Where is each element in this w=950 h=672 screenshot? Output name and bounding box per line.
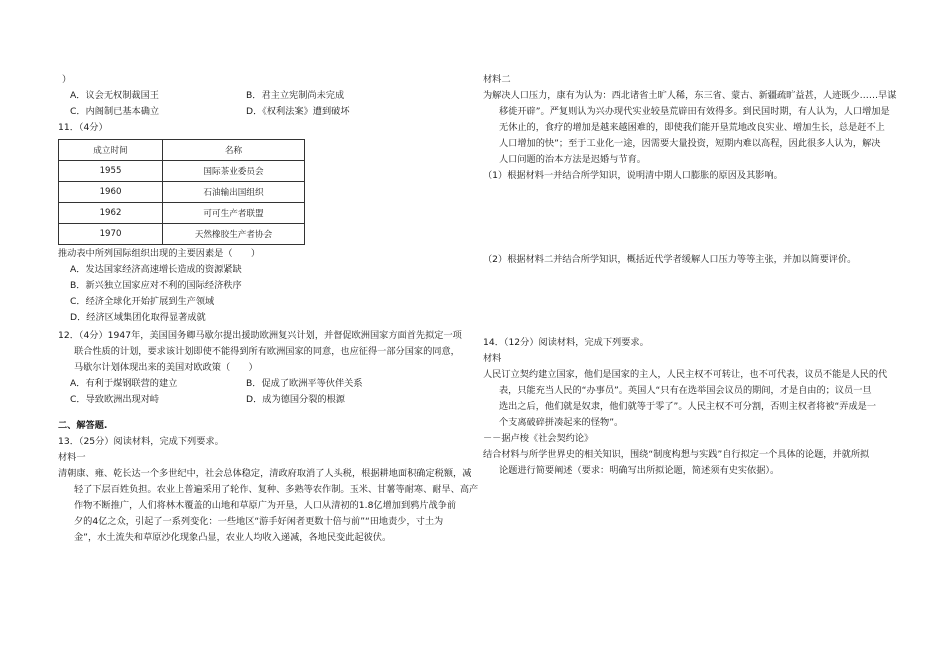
table-cell: 国际茶业委员会 — [163, 161, 305, 182]
material-2-line: 无休止的，食疗的增加是越来越困难的，即使我们能开垦荒地改良实业、增加生长，总是赶不上 — [499, 122, 885, 133]
q13-sub-question-2: （2）根据材料二并结合所学知识，概括近代学者缓解人口压力等等主张，并加以简要评价。 — [483, 254, 857, 265]
table-row — [59, 224, 305, 245]
material-line: 表，只能充当人民的“办事员”。英国人“只有在选举国会议员的期间，才是自由的；议员一旦 — [499, 385, 872, 396]
material-source: －－据卢梭《社会契约论》 — [483, 433, 594, 444]
table-row — [59, 161, 305, 182]
q11-table — [58, 139, 305, 245]
table-header-cell: 成立时间 — [59, 140, 163, 161]
q12-option-b[interactable]: B．促成了欧洲平等伙伴关系 — [246, 378, 363, 389]
material-2-line: 人口增加的快”；至于工业化一途，因需要大量投资，短期内难以高程，因此很多人认为，解决 — [499, 138, 881, 149]
table-cell: 石油输出国组织 — [163, 182, 305, 203]
table-header-cell: 名称 — [163, 140, 305, 161]
material-1-line: 作物不断推广，人们将林木覆盖的山地和草原广为开垦，人口从清初的1.8亿增加到鸦片战争前 — [74, 500, 457, 511]
material-1-text — [58, 466, 479, 546]
q12-options-row-1 — [58, 376, 468, 392]
q10-option-c[interactable]: C．内阁制已基本确立 — [70, 106, 160, 117]
q11-title: 11．（4分） — [58, 122, 108, 133]
right-column — [483, 72, 897, 479]
q14-task-line: 论题进行简要阐述（要求：明确写出所拟论题，简述须有史实依据）。 — [499, 465, 780, 476]
table-cell: 1962 — [59, 203, 163, 224]
q10-options-row-1 — [58, 88, 468, 104]
q12-stem-line-3: 马歇尔计划体现出来的美国对欧政策（ ） — [74, 362, 258, 373]
material-line: 选出之后，他们就是奴隶，他们就等于零了”。人民主权不可分割，否则主权者将被“弄成是一 — [499, 401, 877, 412]
material-line: 人民订立契约建立国家，他们是国家的主人，人民主权不可转让，也不可代表，议员不能是人民的代 — [483, 369, 888, 380]
material-text — [483, 367, 893, 431]
q12-option-a[interactable]: A．有利于煤钢联营的建立 — [70, 378, 178, 389]
material-2-line: 人口问题的治本方法是迟婚与节育。 — [499, 154, 646, 165]
table-cell: 1970 — [59, 224, 163, 245]
q14-task-line: 结合材料与所学世界史的相关知识，围绕“制度构想与实践”自行拟定一个具体的论题，并就所拟 — [483, 449, 870, 460]
material-2-line: 移徙开辟”。严复则认为兴办现代实业较垦荒辟田有效得多。到民国时期，有人认为，人口增加是 — [499, 106, 890, 117]
material-1-line: 夕的4亿之众，引起了一系列变化：一些地区“游手好闲者更数十倍与前”“田地责少，寸土为 — [74, 516, 444, 527]
q11-option-b[interactable]: B．新兴独立国家应对不利的国际经济秩序 — [70, 280, 242, 291]
q10-option-a[interactable]: A．议会无权制裁国王 — [70, 90, 159, 101]
q13-sub-question-1: （1）根据材料一并结合所学知识，说明清中期人口膨胀的原因及其影响。 — [483, 170, 783, 181]
q14-title: 14．（12分）阅读材料，完成下列要求。 — [483, 337, 649, 348]
material-label: 材料 — [483, 353, 502, 364]
q12-option-c[interactable]: C．导致欧洲出现对峙 — [70, 394, 160, 405]
material-2-label: 材料二 — [483, 74, 511, 85]
section-2-title: 二、解答题. — [58, 420, 108, 431]
material-1-line: 轻了下层百姓负担。农业上普遍采用了轮作、复种、多熟等农作制。玉米、甘薯等耐寒、耐旱、高产 — [74, 484, 479, 495]
q12-option-d[interactable]: D．成为德国分裂的根源 — [246, 394, 345, 405]
material-1-line: 金”，水土流失和草原沙化现象凸显，农业人均收入递减，各地民变此起彼伏。 — [74, 532, 392, 543]
q10-stem-tail: ） — [62, 74, 72, 85]
material-1-label: 材料一 — [58, 452, 86, 463]
material-2-line: 为解决人口压力，康有为认为：西北诸省土旷人稀，东三省、蒙古、新疆疏旷益甚，人迹既少……早谋 — [483, 90, 897, 101]
q11-option-d[interactable]: D．经济区域集团化取得显著成就 — [70, 312, 206, 323]
material-line: 个支离破碎拼凑起来的怪物”。 — [499, 417, 624, 428]
q11-option-c[interactable]: C．经济全球化开始扩展到生产领域 — [70, 296, 215, 307]
material-1-line: 清朝康、雍、乾长达一个多世纪中，社会总体稳定，清政府取消了人头税，根据耕地面积确定税额，减 — [58, 468, 472, 479]
table-cell: 1960 — [59, 182, 163, 203]
material-2-text — [483, 88, 897, 168]
q10-options-row-2 — [58, 104, 468, 120]
q13-title: 13．（25分）阅读材料，完成下列要求。 — [58, 436, 224, 447]
q12-stem-line-1: 12．（4分）1947年，美国国务卿马歇尔提出援助欧洲复兴计划，并督促欧洲国家方面首先拟定一项 — [58, 330, 462, 341]
table-cell: 1955 — [59, 161, 163, 182]
q12-options-row-2 — [58, 392, 468, 408]
q11-stem: 推动表中所列国际组织出现的主要因素是（ ） — [58, 248, 261, 259]
table-cell: 可可生产者联盟 — [163, 203, 305, 224]
q10-option-b[interactable]: B．君主立宪制尚未完成 — [246, 90, 345, 101]
left-column — [58, 72, 479, 546]
q11-option-a[interactable]: A．发达国家经济高速增长造成的资源紧缺 — [70, 264, 242, 275]
table-header-row — [59, 140, 305, 161]
table-row — [59, 182, 305, 203]
table-row — [59, 203, 305, 224]
q10-option-d[interactable]: D．《权利法案》遭到破坏 — [246, 106, 350, 117]
q12-stem-line-2: 联合性质的计划，要求该计划即使不能得到所有欧洲国家的同意，也应征得一部分国家的同意， — [74, 346, 460, 357]
table-cell: 天然橡胶生产者协会 — [163, 224, 305, 245]
